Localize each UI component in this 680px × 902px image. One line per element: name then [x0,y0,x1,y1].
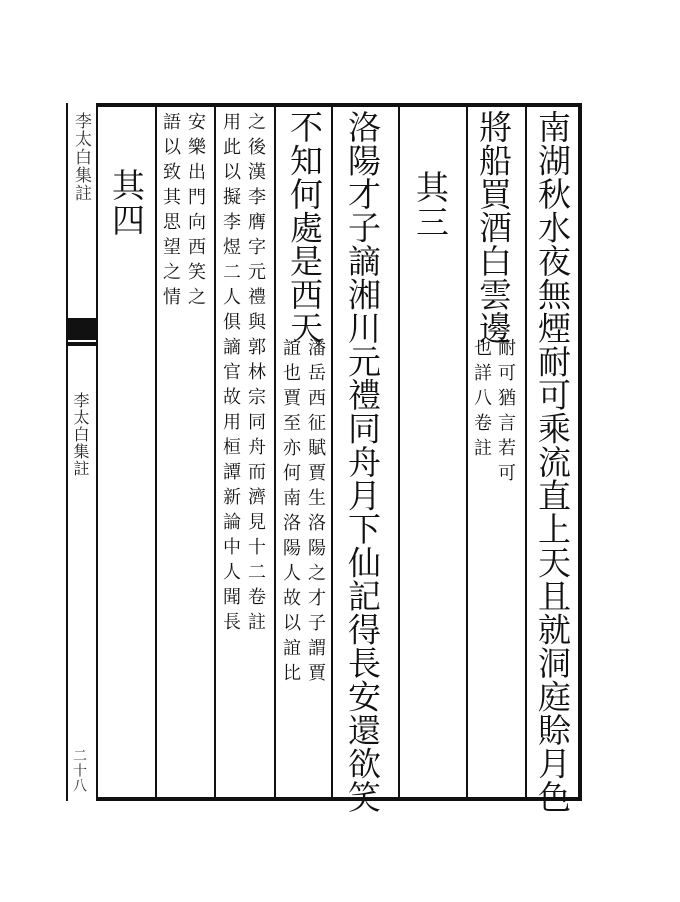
poem-line: 洛陽才子謫湘川元禮同舟月下仙記得長安還欲笑 [343,110,382,814]
column-rule [398,103,400,801]
spine-left-rule [66,103,68,801]
fish-tail-mark [68,318,96,340]
spine-book-title: 李太白集註 [71,392,90,477]
annotation-note: 用此以擬李煜二人俱謫官故用桓譚新論中人聞長 [220,112,241,637]
column-rule [274,103,276,801]
fish-tail-lower-mark [68,342,96,346]
section-heading: 其四 [107,168,146,238]
annotation-note: 潘岳西征賦賈生洛陽之才子謂賈 [305,338,326,688]
annotation-note: 也詳八卷註 [471,338,492,463]
annotation-note: 耐可猶言若可 [495,338,516,488]
column-rule [525,103,527,801]
annotation-note: 誼也賈至亦何南洛陽人故以誼比 [280,338,301,688]
annotation-note: 之後漢李膺字元禮與郭林宗同舟而濟見十二卷註 [245,112,266,637]
column-rule [155,103,157,801]
column-rule [466,103,468,801]
poem-line: 不知何處是西天 [285,110,324,345]
annotation-note: 安樂出門向西笑之 [185,112,206,312]
column-rule [331,103,333,801]
section-heading: 其三 [411,170,450,240]
annotation-note: 語以致其思望之情 [160,112,181,312]
spine-top-title: 李太白集註 [71,112,91,202]
spine-page-number: 二十八 [71,748,87,793]
poem-line: 南湖秋水夜無煙耐可乘流直上天且就洞庭賒月色 [533,110,572,814]
column-rule [214,103,216,801]
poem-line: 將船買酒白雲邊 [474,110,513,345]
